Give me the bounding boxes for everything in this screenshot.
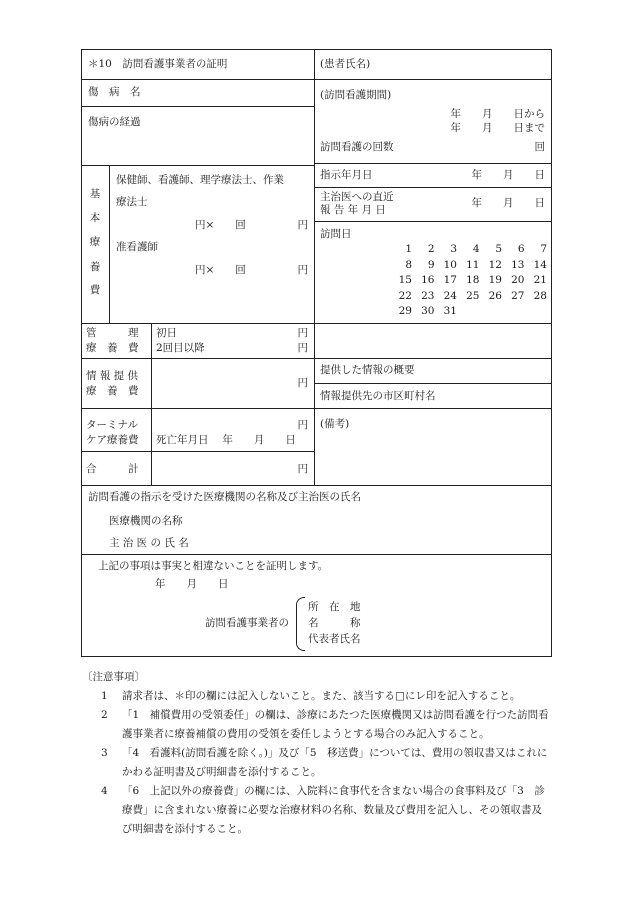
certification-statement: 上記の事項は事実と相違ないことを証明します。: [98, 560, 329, 572]
row-line-total: [81, 451, 314, 452]
visit-day: 5: [495, 243, 502, 255]
visit-period-from: 年 月 日から: [450, 108, 545, 120]
row-line-info-summary: [314, 383, 552, 384]
note-number: 4: [101, 785, 108, 797]
visit-day: 14: [533, 258, 547, 271]
row-line-diagnosis: [81, 106, 314, 107]
visit-day: 17: [443, 274, 457, 286]
visit-day: 9: [427, 258, 435, 271]
visit-days-label: 訪問日: [320, 228, 352, 240]
note-text: 「1 補償費用の受領委任」の欄は、診療にあたつた医療機関又は訪問看護を行つた訪問看護事業者に療養補償の費用の受領を委任しようとする場合のみ記入すること。: [122, 709, 549, 740]
management-first-day: 初日: [156, 327, 177, 339]
visit-day: 10: [443, 258, 457, 271]
visit-day: 22: [398, 289, 412, 302]
note-text: 「6 上記以外の療養費」の欄には、入院料に食事代を含まない場合の食事料及び「3 診療費」に含まれない療養に必要な治療材料の名称、数量及び費用を記入し、その領収書及び明細書を添付すること。: [122, 785, 545, 835]
basic-fee-label-char: 養: [89, 261, 101, 273]
info-fee-label-line2: 療 養 費: [86, 385, 139, 397]
info-fee-label-line1: 情 報 提 供: [86, 370, 139, 382]
visit-day: 19: [488, 274, 502, 286]
brace-icon: [296, 597, 305, 651]
notes-heading-text: 〔注意事項〕: [82, 671, 145, 683]
basic-fee-label-char: 療: [89, 236, 101, 248]
column-divider: [314, 49, 315, 485]
visit-count-unit: 回: [534, 141, 545, 153]
operator-representative-label: 代表者氏名: [308, 633, 361, 645]
management-second-onward: 2回目以降: [156, 342, 205, 354]
note-number: 1: [101, 690, 108, 702]
fee-label-divider: [151, 323, 152, 485]
visit-day: 30: [421, 305, 435, 317]
visit-day: 26: [488, 289, 502, 302]
patient-name-label: (患者氏名): [320, 58, 371, 70]
visit-day: 6: [517, 243, 525, 255]
visit-day: 25: [466, 289, 480, 302]
terminal-care-label-line2: ケア療養費: [86, 434, 139, 446]
death-date: 死亡年月日 年 月 日: [156, 434, 296, 446]
note-item: [82, 782, 552, 839]
row-line-instruction-date: [314, 187, 552, 188]
note-number: 2: [101, 709, 108, 721]
nurse-qualification-line2: 療法士: [116, 196, 148, 208]
info-fee-yen: 円: [297, 377, 308, 389]
basic-fee-label-char: 費: [89, 284, 101, 296]
visit-day: 13: [511, 258, 525, 271]
total-label: 合 計: [86, 463, 139, 475]
visit-period-label: (訪問看護期間): [320, 89, 392, 101]
visit-day: 16: [421, 274, 435, 286]
visit-count-label: 訪問看護の回数: [320, 141, 394, 153]
management-second-onward-yen: 円: [297, 342, 308, 354]
institution-header: 訪問看護の指示を受けた医療機関の名称及び主治医の氏名: [88, 491, 361, 503]
row-line-header: [81, 79, 552, 80]
note-item: [82, 706, 552, 744]
nurse-fee-calc: 円× 回: [195, 219, 246, 231]
row-line-visit-count: [314, 163, 552, 164]
report-date-value: 年 月 日: [471, 197, 545, 209]
row-line-certification: [81, 554, 552, 555]
operator-address-label: 所 在 地: [308, 601, 361, 613]
info-municipality-label: 情報提供先の市区町村名: [320, 390, 436, 402]
info-summary-label: 提供した情報の概要: [320, 364, 415, 376]
doctor-name-label: 主 治 医 の 氏 名: [109, 537, 189, 549]
visit-day: 20: [511, 274, 525, 286]
note-item: [82, 744, 552, 782]
institution-name-label: 医療機関の名称: [109, 515, 183, 527]
row-line-basic-fee: [81, 165, 314, 166]
visit-day: 27: [511, 289, 525, 302]
visit-day: 7: [540, 243, 547, 255]
instruction-date-value: 年 月 日: [471, 169, 545, 181]
certification-date: 年 月 日: [155, 578, 229, 590]
report-date-label-line1: 主治医への直近: [320, 191, 394, 203]
note-number: 3: [101, 747, 108, 759]
visit-day: 21: [533, 274, 547, 286]
visit-day: 31: [443, 305, 457, 317]
visit-day: 11: [466, 258, 480, 271]
basic-fee-label-divider: [109, 165, 110, 323]
instruction-date-label: 指示年月日: [320, 169, 373, 181]
visit-day: 18: [466, 274, 480, 286]
assistant-nurse-label: 准看護師: [116, 241, 158, 253]
basic-fee-label-char: 本: [89, 212, 101, 224]
assistant-nurse-fee-yen: 円: [297, 264, 308, 276]
note-text: 「4 看護料(訪問看護を除く。)」及び「5 移送費」については、費用の領収書又はこれにかわる証明書及び明細書を添付すること。: [122, 747, 548, 778]
injury-progress-label: 傷病の経過: [88, 116, 141, 128]
visit-day: 23: [421, 289, 435, 302]
remarks-label: (備考): [320, 418, 350, 430]
visit-day: 1: [405, 243, 412, 255]
terminal-care-yen: 円: [297, 419, 308, 431]
nurse-fee-yen: 円: [297, 219, 308, 231]
notes-section: [82, 668, 552, 839]
row-line-institution: [81, 485, 552, 486]
visit-day: 28: [533, 289, 547, 302]
management-fee-label-line2: 療 養 費: [86, 342, 139, 354]
visit-day: 29: [398, 305, 412, 317]
visit-period-to: 年 月 日まで: [450, 122, 545, 134]
row-line-report-date: [314, 221, 552, 222]
visit-day: 8: [405, 258, 412, 271]
visit-day: 3: [450, 243, 457, 255]
operator-name-label: 名 称: [308, 617, 361, 629]
visit-day: 2: [427, 243, 435, 255]
note-item: [82, 687, 552, 706]
total-yen: 円: [297, 463, 308, 475]
management-fee-label-line1: 管 理: [86, 327, 139, 339]
visit-day: 12: [488, 258, 502, 271]
notes-heading: [82, 668, 552, 687]
operator-label: 訪問看護事業者の: [205, 617, 289, 629]
visit-day: 15: [398, 274, 412, 286]
basic-fee-label-char: 基: [89, 188, 101, 200]
form-title: ＊10 訪問看護事業者の証明: [88, 58, 228, 70]
assistant-nurse-fee-calc: 円× 回: [195, 264, 246, 276]
visit-day: 4: [472, 243, 480, 255]
report-date-label-line2: 報 告 年 月 日: [320, 204, 386, 216]
nurse-qualification-line1: 保健師、看護師、理学療法士、作業: [116, 174, 284, 186]
terminal-care-label-line1: ターミナル: [86, 419, 138, 431]
visit-day: 24: [443, 289, 457, 302]
note-text: 請求者は、＊印の欄には記入しないこと。また、該当する□にレ印を記入すること。: [122, 690, 521, 702]
injury-name-label: 傷 病 名: [88, 86, 141, 98]
management-first-day-yen: 円: [297, 327, 308, 339]
